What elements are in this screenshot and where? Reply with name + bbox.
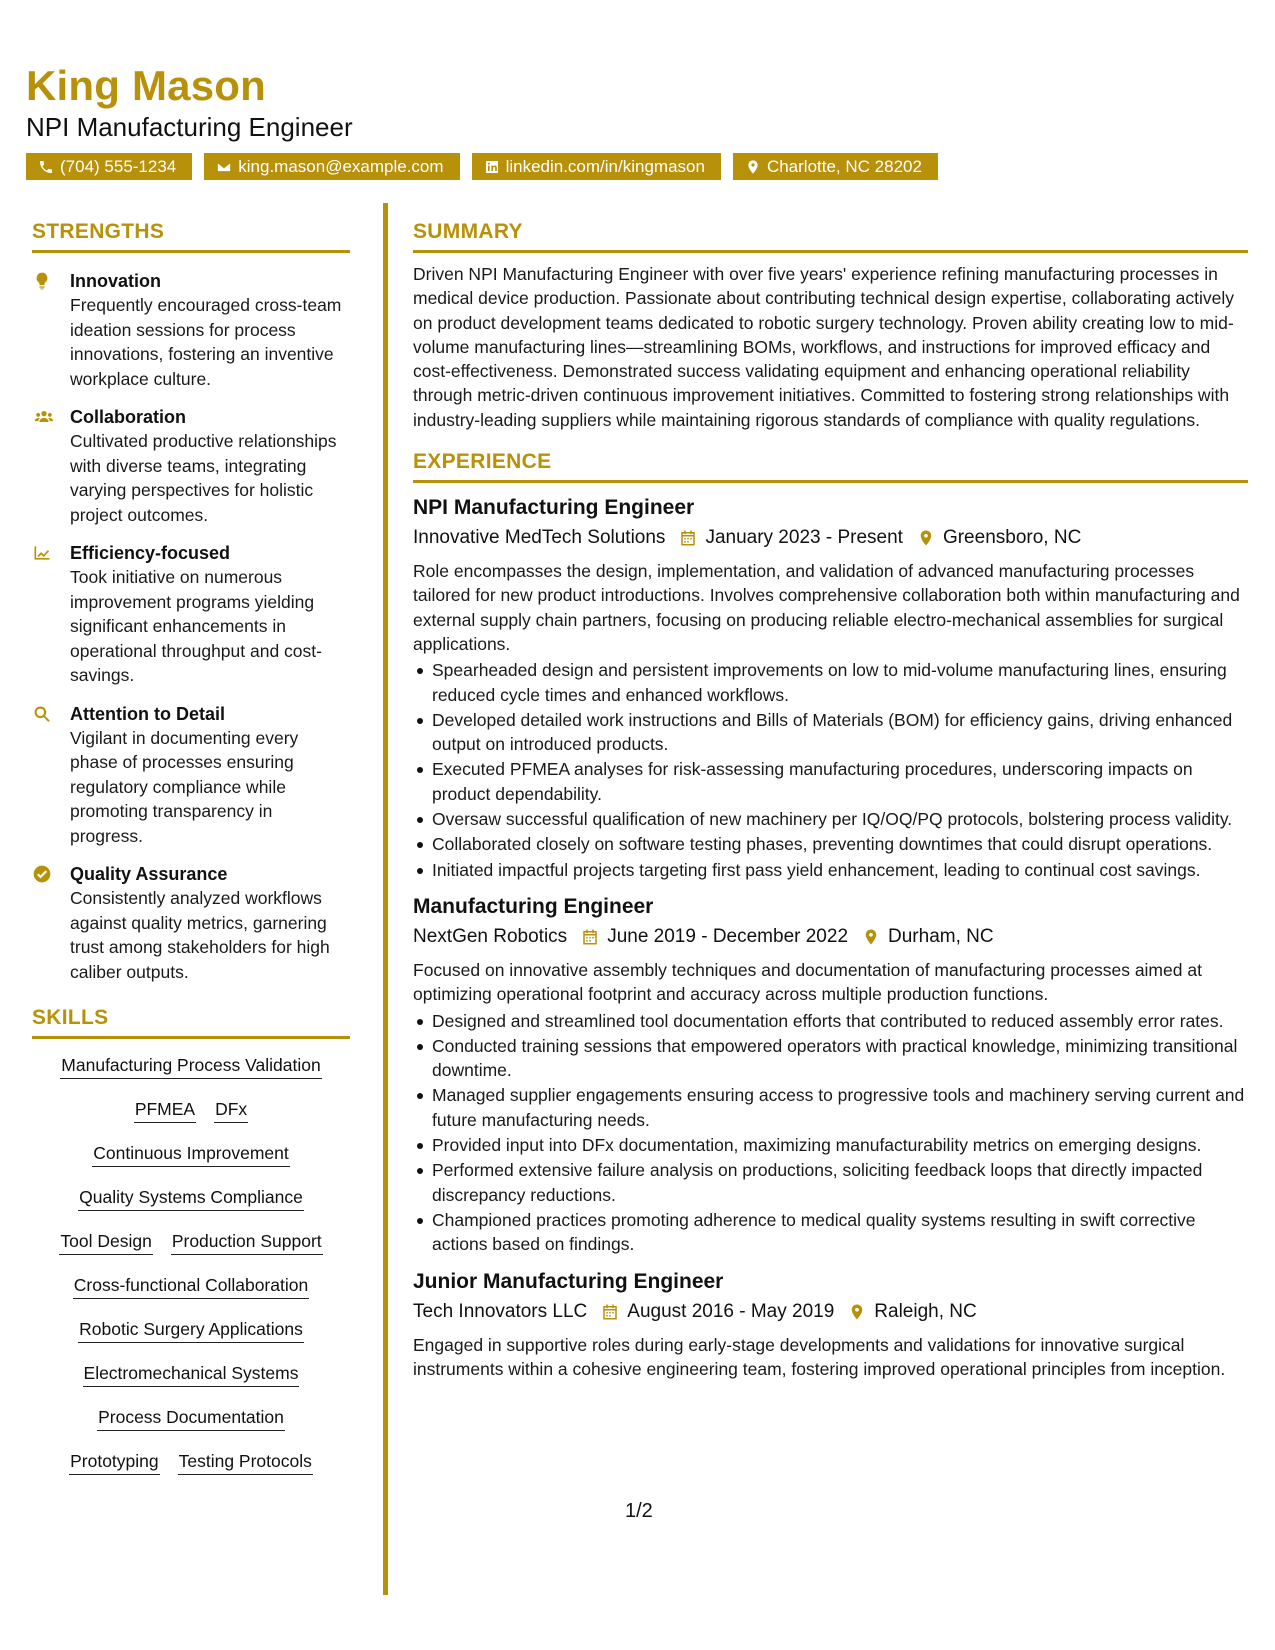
contact-email[interactable]	[204, 153, 459, 180]
job-title: Junior Manufacturing Engineer	[413, 1269, 724, 1293]
job-meta	[413, 523, 1248, 553]
contact-bar	[26, 153, 938, 180]
strength-description: Frequently encouraged cross-team ideation sessions for process innovations, fostering an inventive workplace culture.	[70, 295, 342, 389]
strength-item	[32, 702, 350, 849]
skill-tag: Testing Protocols	[178, 1449, 313, 1475]
right-column	[413, 220, 1248, 1381]
skill-tag: Cross-functional Collaboration	[73, 1273, 309, 1299]
skill-tag: Electromechanical Systems	[83, 1361, 300, 1387]
job-dates: January 2023 - Present	[705, 527, 903, 549]
search-icon	[32, 704, 52, 724]
strength-description: Cultivated productive relationships with diverse teams, integrating varying perspectives for holistic project outcomes.	[70, 431, 337, 525]
strength-item	[32, 269, 350, 391]
job-location: Raleigh, NC	[874, 1300, 977, 1322]
bullet-item: Oversaw successful qualification of new machinery per IQ/OQ/PQ protocols, bolstering process validity.	[413, 807, 1248, 831]
strength-item	[32, 405, 350, 527]
bullet-item: Performed extensive failure analysis on productions, soliciting feedback loops that directly impacted discrepancy reductions.	[413, 1158, 1248, 1207]
skill-tag: Prototyping	[69, 1449, 160, 1475]
job-description: Engaged in supportive roles during early-stage developments and validations for innovative surgical instruments within a cohesive engineering team, fostering improved operational principles from inception.	[413, 1334, 1226, 1379]
skill-tag: Robotic Surgery Applications	[78, 1317, 304, 1343]
skill-tag: DFx	[214, 1097, 248, 1123]
strength-title: Efficiency-focused	[70, 543, 231, 563]
left-column	[32, 220, 350, 1493]
job-title: Manufacturing Engineer	[413, 894, 654, 918]
experience-heading: EXPERIENCE	[413, 450, 1248, 483]
chart-line-icon	[32, 543, 52, 563]
job-dates: June 2019 - December 2022	[607, 925, 849, 947]
contact-phone-text: (704) 555-1234	[60, 156, 177, 176]
candidate-name: King Mason	[26, 62, 266, 109]
contact-linkedin-text: linkedin.com/in/kingmason	[505, 156, 705, 176]
envelope-icon	[216, 159, 232, 175]
candidate-title: NPI Manufacturing Engineer	[26, 112, 353, 142]
strength-description: Took initiative on numerous improvement programs yielding significant enhancements in operational throughput and cost-savings.	[70, 567, 322, 685]
job-company: Tech Innovators LLC	[413, 1300, 588, 1322]
job-entry	[413, 892, 1248, 1257]
job-bullets	[413, 658, 1248, 882]
page-number: 1/2	[625, 1500, 653, 1522]
strengths-heading: STRENGTHS	[32, 220, 350, 253]
job-meta	[413, 1297, 1248, 1327]
job-company: Innovative MedTech Solutions	[413, 527, 666, 549]
skill-tag: Continuous Improvement	[92, 1141, 290, 1167]
map-pin-icon	[917, 529, 935, 547]
job-description: Role encompasses the design, implementation, and validation of advanced manufacturing processes tailored for new product introductions. Involves comprehensive collaboration both within manufacturing and external supply chain partners, focusing on producing reliable electro-mechanical assemblies for surgical applications.	[413, 561, 1240, 654]
bullet-item: Championed practices promoting adherence to medical quality systems resulting in swift corrective actions based on findings.	[413, 1208, 1248, 1257]
lightbulb-icon	[32, 271, 52, 291]
map-pin-icon	[862, 928, 880, 946]
contact-linkedin[interactable]	[472, 153, 721, 180]
job-bullets	[413, 1009, 1248, 1257]
bullet-item: Conducted training sessions that empowered operators with practical knowledge, minimizing transitional downtime.	[413, 1034, 1248, 1083]
job-dates: August 2016 - May 2019	[627, 1300, 835, 1322]
summary-text: Driven NPI Manufacturing Engineer with over five years' experience refining manufacturing processes in medical device production. Passionate about contributing technical design expertise, collaborating actively on product development teams dedicated to robotic surgery technology. Proven ability creating low to mid-volume manufacturing lines—streamlining BOMs, workflows, and instructions for improved efficacy and cost-effectiveness. Demonstrated success validating equipment and enhancing operational reliability through metric-driven continuous improvement initiatives. Committed to fostering strong relationships with industry-leading suppliers while maintaining rigorous standards of compliance with quality regulations.	[413, 264, 1235, 430]
job-location: Durham, NC	[888, 925, 994, 947]
skill-tag: Process Documentation	[97, 1405, 285, 1431]
contact-phone[interactable]	[26, 153, 192, 180]
bullet-item: Spearheaded design and persistent improvements on low to mid-volume manufacturing lines, ensuring reduced cycle times and enhanced workflows.	[413, 658, 1248, 707]
summary-heading: SUMMARY	[413, 220, 1248, 253]
skill-tag: Tool Design	[59, 1229, 152, 1255]
strength-item	[32, 862, 350, 984]
job-entry	[413, 493, 1248, 882]
bullet-item: Executed PFMEA analyses for risk-assessing manufacturing procedures, underscoring impacts on product dependability.	[413, 757, 1248, 806]
linkedin-icon	[484, 159, 500, 175]
bullet-item: Provided input into DFx documentation, maximizing manufacturability metrics on emerging designs.	[413, 1133, 1248, 1157]
map-pin-icon	[848, 1303, 866, 1321]
bullet-item: Initiated impactful projects targeting first pass yield enhancement, leading to continual cost savings.	[413, 858, 1248, 882]
bullet-item: Designed and streamlined tool documentation efforts that contributed to reduced assembly error rates.	[413, 1009, 1248, 1033]
strengths-list	[32, 269, 350, 984]
job-company: NextGen Robotics	[413, 925, 568, 947]
calendar-icon	[601, 1303, 619, 1321]
calendar-icon	[679, 529, 697, 547]
strength-description: Vigilant in documenting every phase of processes ensuring regulatory compliance while promoting transparency in progress.	[70, 727, 299, 846]
job-description: Focused on innovative assembly techniques and documentation of manufacturing processes aimed at optimizing operational footprint and accuracy across multiple production functions.	[413, 959, 1202, 1005]
users-icon	[32, 407, 56, 427]
phone-icon	[38, 159, 54, 175]
contact-location-text: Charlotte, NC 28202	[766, 156, 922, 176]
job-entry	[413, 1267, 1248, 1382]
skill-tag: Manufacturing Process Validation	[60, 1053, 321, 1079]
calendar-icon	[581, 928, 599, 946]
job-location: Greensboro, NC	[942, 527, 1082, 549]
contact-location	[733, 153, 938, 180]
map-pin-icon	[745, 159, 761, 175]
contact-email-text: king.mason@example.com	[238, 156, 444, 176]
bullet-item: Managed supplier engagements ensuring access to progressive tools and machinery serving current and future manufacturing needs.	[413, 1083, 1248, 1132]
job-meta	[413, 922, 1248, 952]
skills-heading: SKILLS	[32, 1006, 350, 1039]
strength-title: Innovation	[70, 271, 161, 291]
strength-description: Consistently analyzed workflows against quality metrics, garnering trust among stakeholders for high caliber outputs.	[70, 888, 330, 982]
strength-title: Quality Assurance	[70, 864, 228, 884]
job-title: NPI Manufacturing Engineer	[413, 496, 695, 520]
skill-tag: Production Support	[171, 1229, 323, 1255]
bullet-item: Developed detailed work instructions and Bills of Materials (BOM) for efficiency gains, driving enhanced output on introduced products.	[413, 708, 1248, 757]
strength-title: Collaboration	[70, 407, 186, 427]
strength-item	[32, 541, 350, 688]
skills-list	[32, 1053, 350, 1475]
check-circle-icon	[32, 864, 52, 884]
skill-tag: Quality Systems Compliance	[78, 1185, 304, 1211]
strength-title: Attention to Detail	[70, 703, 225, 724]
bullet-item: Collaborated closely on software testing phases, preventing downtimes that could disrupt operations.	[413, 832, 1248, 856]
column-divider	[383, 203, 388, 1595]
skill-tag: PFMEA	[134, 1097, 196, 1123]
